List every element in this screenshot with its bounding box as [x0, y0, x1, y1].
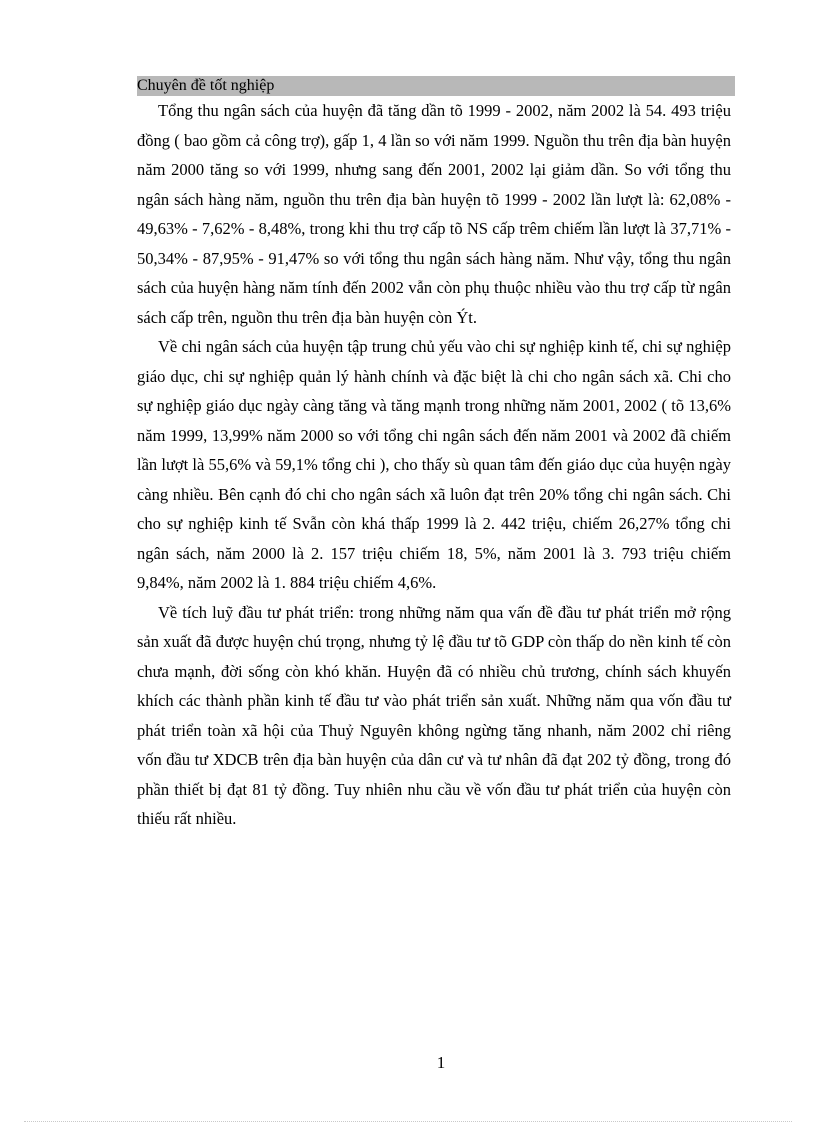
page-break-divider [24, 1121, 792, 1122]
running-header: Chuyên đề tốt nghiệp [137, 77, 275, 94]
paragraph-investment: Về tích luỹ đầu tư phát triển: trong những năm qua vấn đề đầu tư phát triển mở rộng sản xuất đã được huyện chú trọng, nhưng tỷ lệ đầu tư tõ GDP còn thấp do nền kinh tế còn chưa mạnh, đời sống còn khó khăn. Huyện đã có nhiều chủ trương, chính sách khuyến khích các thành phần kinh tế đầu tư vào phát triển sản xuất. Những năm qua vốn đầu tư phát triển toàn xã hội của Thuỷ Nguyên không ngừng tăng nhanh, năm 2002 chỉ riêng vốn đầu tư XDCB trên địa bàn huyện của dân cư và tư nhân đã đạt 202 tỷ đồng, trong đó phần thiết bị đạt 81 tỷ đồng. Tuy nhiên nhu cầu về vốn đầu tư phát triển của huyện còn thiếu rất nhiều. [137, 602, 731, 828]
body-text [137, 96, 731, 834]
paragraph-budget-expenditure: Về chi ngân sách của huyện tập trung chủ yếu vào chi sự nghiệp kinh tế, chi sự nghiệp giáo dục, chi sự nghiệp quản lý hành chính và đặc biệt là chi cho ngân sách xã. Chi cho sự nghiệp giáo dục ngày càng tăng và tăng mạnh trong những năm 2001, 2002 ( tõ 13,6% năm 1999, 13,99% năm 2000 so với tổng chi ngân sách đến năm 2001 và 2002 đã chiếm lần lượt là 55,6% và 59,1% tổng chi ), cho thấy sù quan tâm đến giáo dục của huyện ngày càng nhiều. Bên cạnh đó chi cho ngân sách xã luôn đạt trên 20% tổng chi ngân sách. Chi cho sự nghiệp kinh tế Svẫn còn khá thấp 1999 là 2. 442 triệu, chiếm 26,27% tổng chi ngân sách, năm 2000 là 2. 157 triệu chiếm 18, 5%, năm 2001 là 3. 793 triệu chiếm 9,84%, năm 2002 là 1. 884 triệu chiếm 4,6%. [137, 337, 731, 592]
paragraph-budget-revenue: Tổng thu ngân sách của huyện đã tăng dần tõ 1999 - 2002, năm 2002 là 54. 493 triệu đồng ( bao gồm cả công trợ), gấp 1, 4 lần so với năm 1999. Nguồn thu trên địa bàn huyện năm 2000 tăng so với 1999, nhưng sang đến 2001, 2002 lại giảm dần. So với tổng thu ngân sách hàng năm, nguồn thu trên địa bàn huyện tõ 1999 - 2002 lần lượt là: 62,08% - 49,63% - 7,62% - 8,48%, trong khi thu trợ cấp tõ NS cấp trêm chiếm lần lượt là 37,71% - 50,34% - 87,95% - 91,47% so với tổng thu ngân sách hàng năm. Như vậy, tổng thu ngân sách của huyện hàng năm tính đến 2002 vẫn còn phụ thuộc nhiều vào thu trợ cấp từ ngân sách cấp trên, nguồn thu trên địa bàn huyện còn Ýt. [137, 101, 731, 327]
page-number: 1 [436, 1053, 446, 1072]
